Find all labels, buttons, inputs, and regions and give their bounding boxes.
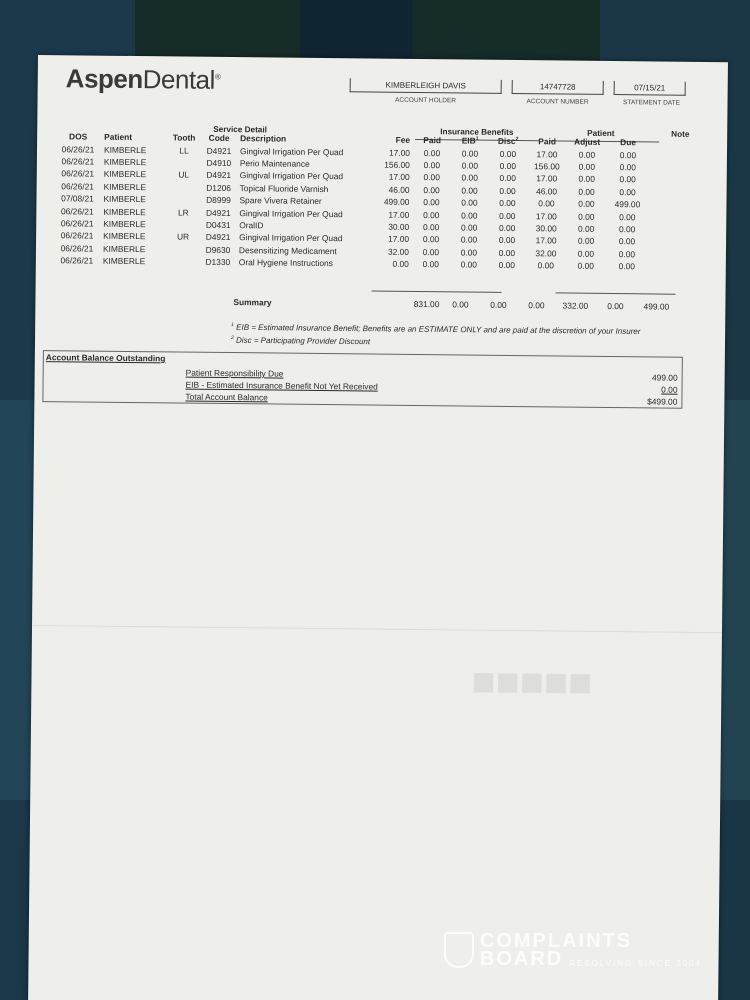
col-code: Code (208, 132, 230, 144)
cell-description: Gingival Irrigation Per Quad (239, 170, 344, 182)
cell-adjust: 0.00 (578, 161, 596, 172)
account-balance-title: Account Balance Outstanding (45, 352, 166, 364)
cell-adjust: 0.00 (577, 260, 595, 271)
cell-description: Perio Maintenance (239, 158, 310, 169)
cell-code: D1206 (206, 182, 232, 193)
footnote-eib: $^1$ EIB = Estimated Insurance Benefit; Benefits are an ESTIMATE ONLY and are paid at the discretion of your Insurer (231, 322, 641, 336)
cell-fee: 46.00 (388, 184, 410, 195)
cell-due: 0.00 (618, 236, 636, 247)
cell-ins-paid: 0.00 (423, 221, 440, 233)
summary-ins-paid: 0.00 (452, 299, 469, 310)
cell-disc: 0.00 (498, 247, 516, 258)
cell-patient: KIMBERLE (103, 206, 146, 217)
total-balance-value: $499.00 (647, 396, 678, 407)
cell-eib: 0.00 (461, 160, 479, 171)
col-ins-paid: Paid (423, 135, 442, 146)
cell-tooth (166, 243, 200, 256)
cell-pat-paid: 0.00 (538, 198, 555, 209)
statement-date-caption: STATEMENT DATE (623, 99, 681, 107)
cell-pat-paid: 156.00 (533, 161, 560, 172)
total-balance-label: Total Account Balance (185, 391, 268, 403)
cell-description: Gingival Irrigation Per Quad (239, 232, 343, 244)
cell-description: Gingival Irrigation Per Quad (239, 145, 344, 157)
service-detail-heading: Service Detail (213, 124, 267, 135)
cell-tooth (167, 156, 201, 169)
cell-code: D0431 (205, 219, 231, 230)
cell-eib: 0.00 (461, 197, 478, 208)
cell-description: Spare Vivera Retainer (239, 195, 322, 207)
cell-patient: KIMBERLE (103, 181, 147, 192)
cell-dos: 06/26/21 (61, 143, 95, 155)
cell-patient: KIMBERLE (103, 156, 147, 168)
summary-pat-paid: 332.00 (562, 300, 589, 311)
patient-responsibility-label: Patient Responsibility Due (185, 367, 284, 379)
cell-adjust: 0.00 (578, 149, 596, 160)
cell-fee: 17.00 (388, 172, 410, 183)
cell-pat-paid: 30.00 (535, 223, 557, 234)
cell-pat-paid: 0.00 (537, 260, 555, 271)
cell-fee: 499.00 (383, 196, 410, 208)
cell-patient: KIMBERLE (103, 193, 146, 205)
cell-pat-paid: 17.00 (536, 148, 558, 160)
watermark-line1: COMPLAINTS (479, 930, 633, 952)
watermark-line2: BOARD (479, 948, 564, 970)
patient-responsibility-value: 499.00 (651, 372, 678, 383)
cell-dos: 07/08/21 (61, 193, 94, 204)
cell-patient: KIMBERLE (103, 231, 146, 242)
cell-pat-paid: 17.00 (535, 210, 557, 221)
footnote-disc: $^2$ Disc = Participating Provider Discount (231, 335, 371, 347)
cell-due: 0.00 (619, 211, 636, 222)
cell-adjust: 0.00 (578, 223, 595, 234)
cell-fee: 17.00 (388, 147, 411, 158)
col-fee: Fee (395, 134, 411, 146)
cell-pat-paid: 46.00 (536, 185, 558, 197)
cell-ins-paid: 0.00 (423, 147, 441, 158)
col-tooth: Tooth (172, 132, 196, 143)
account-number-caption: ACCOUNT NUMBER (526, 98, 589, 106)
cell-due: 0.00 (619, 174, 636, 185)
col-description: Description (240, 133, 287, 144)
cell-patient: KIMBERLE (103, 144, 147, 155)
cell-fee: 30.00 (388, 221, 410, 232)
cell-description: Desensitizing Medicament (238, 244, 337, 256)
summary-disc: 0.00 (528, 300, 545, 311)
cell-due: 0.00 (619, 224, 636, 235)
cell-disc: 0.00 (499, 197, 516, 209)
cell-eib: 0.00 (460, 234, 478, 245)
cell-description: Topical Fluoride Varnish (239, 182, 329, 194)
cell-patient: KIMBERLE (102, 255, 146, 267)
service-detail-table (54, 130, 649, 273)
cell-description: Gingival Irrigation Per Quad (239, 207, 343, 219)
col-adjust: Adjust (574, 136, 601, 148)
cell-fee: 156.00 (384, 159, 410, 170)
cell-disc: 0.00 (499, 210, 516, 221)
cell-dos: 06/26/21 (60, 230, 94, 241)
cell-ins-paid: 0.00 (423, 197, 440, 208)
account-number-value: 14747728 (512, 80, 604, 95)
cell-patient: KIMBERLE (102, 243, 146, 254)
aspen-dental-logo: AspenDental® (65, 63, 221, 95)
cell-eib: 0.00 (461, 209, 478, 221)
cell-pat-paid: 17.00 (536, 173, 558, 184)
cell-dos: 06/26/21 (60, 255, 94, 266)
cell-tooth (166, 218, 200, 231)
cell-tooth (167, 181, 201, 194)
statement-date-value: 07/15/21 (614, 81, 686, 96)
summary-label: Summary (233, 297, 272, 308)
cell-ins-paid: 0.00 (423, 160, 441, 171)
cell-fee: 32.00 (387, 246, 410, 257)
cell-dos: 06/26/21 (61, 205, 94, 217)
cell-patient: KIMBERLE (103, 218, 146, 230)
cell-tooth: UL (178, 169, 190, 180)
cell-disc: 0.00 (498, 235, 516, 246)
cell-adjust: 0.00 (578, 174, 595, 185)
cell-tooth: UR (176, 231, 190, 242)
cell-dos: 06/26/21 (61, 156, 95, 167)
cell-fee: 0.00 (392, 258, 409, 269)
cell-due: 0.00 (619, 162, 637, 173)
shield-icon (444, 932, 474, 968)
cell-fee: 17.00 (388, 209, 410, 220)
col-dos: DOS (69, 131, 88, 142)
cell-code: D4921 (206, 170, 232, 181)
summary-eib: 0.00 (490, 299, 507, 310)
statement-page (28, 55, 728, 1000)
cell-dos: 06/26/21 (60, 242, 94, 254)
cell-pat-paid: 17.00 (535, 235, 557, 246)
cell-ins-paid: 0.00 (422, 246, 440, 257)
cell-code: D9630 (205, 244, 231, 255)
col-due: Due (620, 137, 637, 148)
cell-ins-paid: 0.00 (422, 259, 440, 270)
account-balance-box (42, 350, 683, 409)
col-eib: EIB$^1$ (461, 135, 479, 146)
cell-tooth (166, 193, 200, 206)
summary-due: 499.00 (643, 301, 670, 312)
cell-eib: 0.00 (461, 148, 479, 159)
account-holder-caption: ACCOUNT HOLDER (395, 96, 457, 105)
cell-eib: 0.00 (461, 222, 478, 233)
eib-not-received-label: EIB - Estimated Insurance Benefit Not Yet Received (185, 379, 378, 392)
cell-ins-paid: 0.00 (423, 209, 440, 220)
cell-eib: 0.00 (460, 247, 478, 258)
show-through-logo: ■■■■■ (471, 659, 593, 705)
cell-due: 0.00 (619, 186, 636, 198)
cell-description: Oral Hygiene Instructions (238, 257, 333, 269)
cell-adjust: 0.00 (578, 186, 595, 197)
cell-disc: 0.00 (499, 222, 516, 233)
watermark-tagline: RESOLVING SINCE 2004 (569, 959, 702, 968)
insurance-benefits-heading: Insurance Benefits (440, 127, 514, 137)
account-holder-value: KIMBERLEIGH DAVIS (350, 78, 502, 94)
summary-rule-left (372, 291, 502, 293)
cell-adjust: 0.00 (577, 235, 595, 247)
summary-fee: 831.00 (413, 298, 440, 310)
cell-disc: 0.00 (499, 173, 516, 184)
cell-due: 0.00 (618, 248, 636, 259)
cell-eib: 0.00 (461, 185, 478, 196)
cell-adjust: 0.00 (577, 248, 595, 259)
cell-disc: 0.00 (499, 160, 517, 171)
col-pat-paid: Paid (538, 136, 557, 147)
note-heading: Note (671, 129, 690, 139)
cell-tooth (166, 255, 200, 268)
cell-eib: 0.00 (460, 259, 478, 270)
col-patient: Patient (104, 131, 133, 143)
cell-dos: 06/26/21 (61, 168, 95, 179)
complaints-board-watermark (444, 932, 702, 968)
cell-fee: 17.00 (388, 233, 410, 245)
cell-code: D4921 (205, 207, 231, 218)
cell-adjust: 0.00 (578, 211, 595, 222)
cell-disc: 0.00 (498, 259, 516, 271)
cell-code: D1330 (205, 256, 231, 268)
cell-due: 0.00 (619, 149, 637, 160)
cell-ins-paid: 0.00 (422, 234, 440, 245)
summary-adjust: 0.00 (607, 300, 624, 312)
cell-tooth: LR (177, 207, 189, 218)
summary-rule-right (556, 292, 676, 294)
cell-code: D4921 (206, 145, 232, 156)
cell-adjust: 0.00 (578, 198, 595, 209)
cell-disc: 0.00 (499, 148, 517, 159)
eib-not-received-value: 0.00 (661, 384, 678, 395)
cell-pat-paid: 32.00 (535, 247, 557, 259)
page-fold (32, 625, 722, 633)
cell-due: 0.00 (618, 261, 636, 272)
cell-patient: KIMBERLE (103, 169, 147, 180)
cell-tooth: LL (179, 145, 189, 156)
cell-code: D4910 (206, 157, 232, 168)
cell-code: D8999 (206, 194, 231, 206)
cell-dos: 06/26/21 (61, 181, 94, 192)
cell-code: D4921 (205, 232, 231, 243)
cell-dos: 06/26/21 (60, 218, 94, 229)
col-disc: Disc$^2$ (497, 136, 519, 147)
cell-ins-paid: 0.00 (423, 172, 440, 183)
cell-ins-paid: 0.00 (423, 184, 440, 195)
cell-description: OralID (239, 220, 264, 231)
patient-heading: Patient (587, 128, 615, 139)
cell-disc: 0.00 (499, 185, 516, 196)
cell-eib: 0.00 (461, 172, 478, 183)
cell-due: 499.00 (614, 199, 641, 210)
